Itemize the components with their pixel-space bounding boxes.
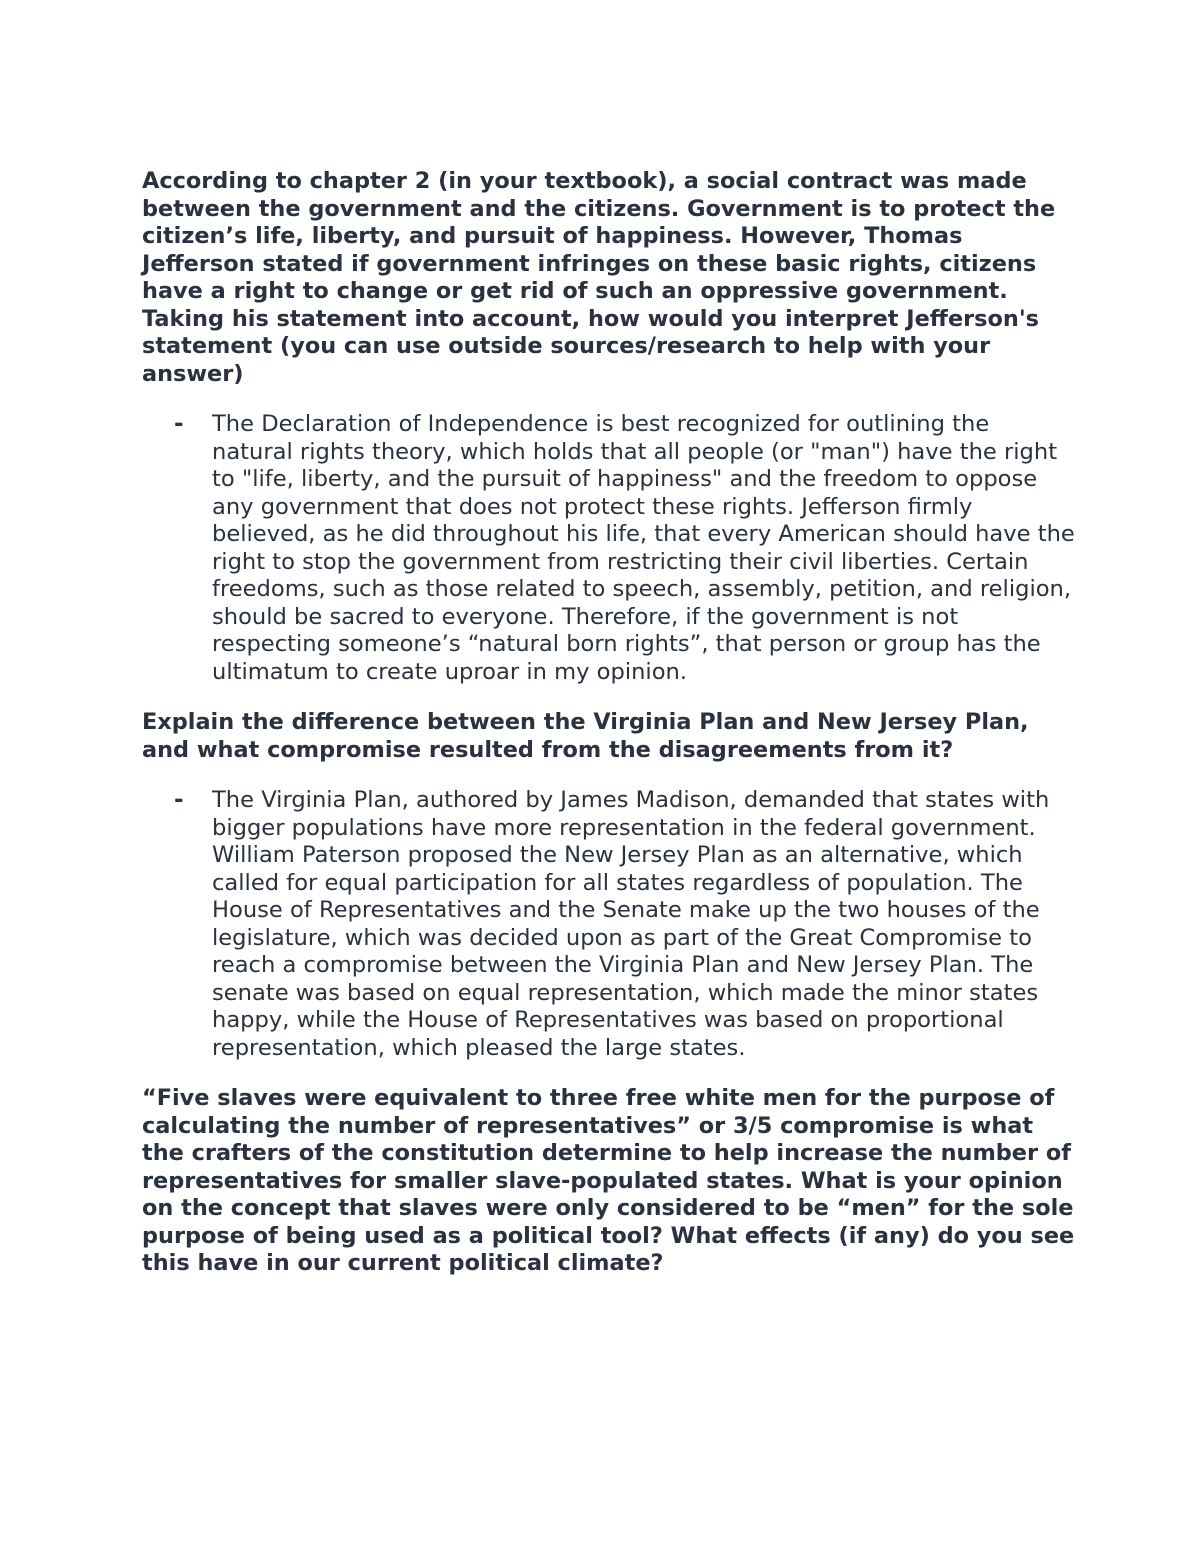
bullet-dash: - — [174, 787, 184, 813]
answer-2: The Virginia Plan, authored by James Madison, demanded that states with bigger populations have more representation in the federal government. William Paterson proposed the New Jersey Plan as an alternative, which called for equal participation for all states regardless of population. The House of Representatives and the Senate make up the two houses of the legislature, which was decided upon as part of the Great Compromise to reach a compromise between the Virginia Plan and New Jersey Plan. The senate was based on equal representation, which made the minor states happy, while the House of Representatives was based on proportional representation, which pleased the large states. — [212, 787, 1050, 1061]
answer-2-block — [142, 787, 1077, 1062]
question-2: Explain the difference between the Virginia Plan and New Jersey Plan, and what compromise resulted from the disagreements from it? — [142, 709, 1029, 763]
answer-1: The Declaration of Independence is best recognized for outlining the natural rights theory, which holds that all people (or "man") have the right to "life, liberty, and the pursuit of happiness" and the freedom to oppose any government that does not protect these rights. Jefferson firmly believed, as he did throughout his life, that every American should have the right to stop the government from restricting their civil liberties. Certain freedoms, such as those related to speech, assembly, petition, and religion, should be sacred to everyone. Therefore, if the government is not respecting someone’s “natural born rights”, that person or group has the ultimatum to create uproar in my opinion. — [212, 411, 1075, 685]
answer-1-block — [142, 411, 1077, 686]
document-page — [142, 168, 1077, 1278]
question-3: “Five slaves were equivalent to three free white men for the purpose of calculating the number of representatives” or 3/5 compromise is what the crafters of the constitution determine to help increase the number of representatives for smaller slave-populated states. What is your opinion on the concept that slaves were only considered to be “men” for the sole purpose of being used as a political tool? What effects (if any) do you see this have in our current political climate? — [142, 1085, 1075, 1276]
bullet-dash: - — [174, 411, 184, 437]
question-1: According to chapter 2 (in your textbook), a social contract was made between the government and the citizens. Government is to protect the citizen’s life, liberty, and pursuit of happiness. However, Thomas Jefferson stated if government infringes on these basic rights, citizens have a right to change or get rid of such an oppressive government. Taking his statement into account, how would you interpret Jefferson's statement (you can use outside sources/research to help with your answer) — [142, 168, 1056, 387]
